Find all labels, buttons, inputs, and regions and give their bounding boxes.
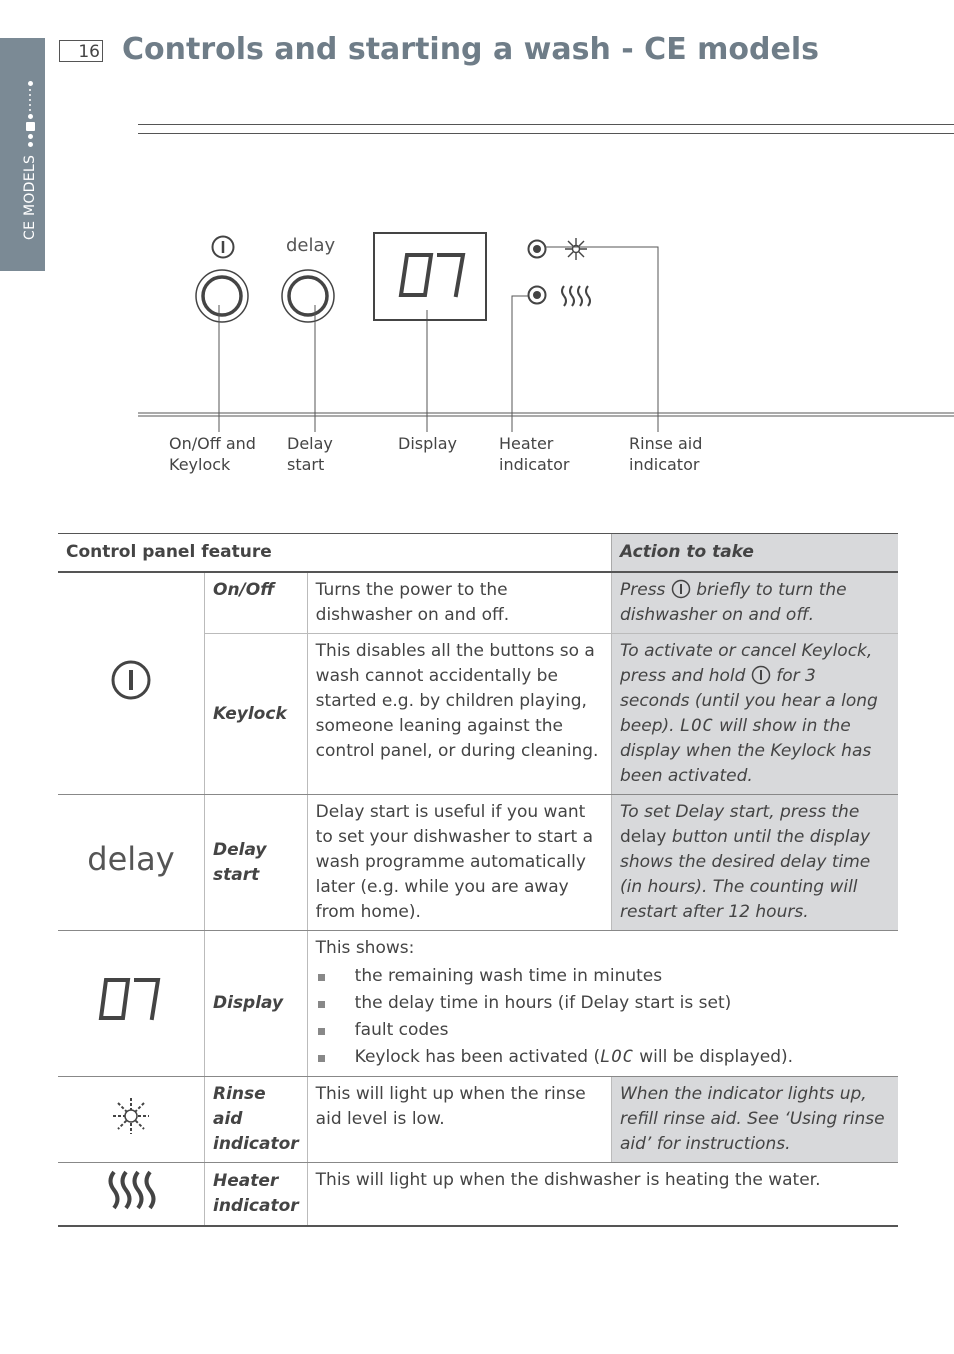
power-icon: [213, 237, 234, 258]
rinse-aid-led: [529, 241, 546, 258]
label-line: start: [287, 455, 325, 474]
rinse-aid-icon: [565, 238, 587, 260]
table-row-onoff: [58, 572, 898, 634]
list-item: the delay time in hours (if Delay start is set): [316, 990, 890, 1017]
table-row-display: [58, 931, 898, 1077]
display-bullets: [316, 963, 890, 1071]
power-icon-cell: [58, 572, 205, 795]
bullet-text: will be displayed).: [633, 1047, 794, 1067]
side-tab-text: CE MODELS: [22, 154, 38, 240]
action-text: for 3 seconds (until you hear a long beep).: [620, 666, 878, 736]
label-line: indicator: [499, 455, 570, 474]
desc-onoff: Turns the power to the dishwasher on and off.: [307, 572, 611, 634]
action-text: To activate or cancel Keylock, press and hold: [620, 641, 873, 686]
action-text: Press: [620, 580, 666, 600]
table-row-rinse: [58, 1077, 898, 1163]
page-number: 16: [78, 42, 100, 62]
label-line: Heater: [499, 434, 554, 453]
label-line: indicator: [629, 455, 700, 474]
label-line: On/Off and: [169, 434, 256, 453]
action-text: To set Delay start, press the: [620, 802, 860, 822]
heater-led: [529, 287, 546, 304]
onoff-button[interactable]: [196, 270, 248, 322]
feature-onoff: On/Off: [205, 572, 308, 634]
control-panel-table: [58, 533, 898, 1227]
list-item: fault codes: [316, 1017, 890, 1044]
power-icon: [109, 658, 153, 702]
feature-display: Display: [205, 931, 308, 1077]
desc-display: [307, 931, 898, 1077]
desc-delay: Delay start is useful if you want to set your dishwasher to start a wash programme automatically later (e.g. while you are away from home).: [307, 795, 611, 931]
delay-icon-cell: [58, 795, 205, 931]
label-onoff-keylock: [169, 433, 256, 475]
label-heater: [499, 433, 569, 475]
desc-heater: This will light up when the dishwasher is heating the water.: [307, 1163, 898, 1227]
label-rinse-aid: [629, 433, 702, 475]
list-item: the remaining wash time in minutes: [316, 963, 890, 990]
action-onoff: [612, 572, 899, 634]
feature-keylock: Keylock: [205, 634, 308, 795]
table-row-delay: [58, 795, 898, 931]
feature-rinse: Rinse aid indicator: [205, 1077, 308, 1163]
heater-icon: [103, 1168, 159, 1212]
power-icon: [751, 665, 771, 685]
rinse-icon-cell: [58, 1077, 205, 1163]
display-digits: [375, 234, 485, 319]
desc-rinse: This will light up when the rinse aid level is low.: [307, 1077, 611, 1163]
header-feature: Control panel feature: [58, 534, 612, 573]
list-item: [316, 1044, 890, 1071]
label-line: Delay: [287, 434, 333, 453]
heater-icon: [562, 286, 590, 306]
heater-icon-cell: [58, 1163, 205, 1227]
control-panel-diagram: [0, 0, 954, 440]
action-rinse: When the indicator lights up, refill rinse aid. See ‘Using rinse aid’ for instructions.: [612, 1077, 899, 1163]
label-line: Rinse aid: [629, 434, 703, 453]
page-title: Controls and starting a wash - CE models: [122, 32, 819, 67]
action-text: button until the display shows the desired delay time (in hours). The counting will restart after 12 hours.: [620, 827, 871, 922]
feature-delay: Delay start: [205, 795, 308, 931]
lock-code: LOC: [679, 716, 714, 736]
action-delay: [612, 795, 899, 931]
action-text: will show in the display when the Keylock has been activated.: [620, 716, 872, 786]
rinse-aid-icon: [111, 1096, 151, 1136]
delay-icon: delay: [87, 840, 175, 878]
display-panel: [373, 232, 487, 321]
delay-word: delay: [620, 827, 667, 847]
delay-label: delay: [286, 235, 336, 256]
header-action: Action to take: [612, 534, 899, 573]
label-delay-start: [287, 433, 333, 475]
display-digits-icon: [96, 974, 166, 1026]
table-row-heater: [58, 1163, 898, 1227]
lock-code: LOC: [600, 1047, 634, 1067]
label-line: Display: [398, 434, 457, 453]
display-icon-cell: [58, 931, 205, 1077]
power-icon: [671, 579, 691, 599]
table-header-row: [58, 534, 898, 573]
action-keylock: [612, 634, 899, 795]
bullet-text: Keylock has been activated (: [354, 1047, 601, 1067]
desc-keylock: This disables all the buttons so a wash cannot accidentally be started e.g. by children playing, someone leaning against the control panel, or during cleaning.: [307, 634, 611, 795]
display-intro: This shows:: [315, 938, 415, 958]
feature-heater: Heater indicator: [205, 1163, 308, 1227]
delay-button[interactable]: [282, 270, 334, 322]
action-text: briefly to turn the dishwasher on and off.: [620, 580, 847, 625]
label-display: [398, 433, 457, 454]
label-line: Keylock: [169, 455, 231, 474]
